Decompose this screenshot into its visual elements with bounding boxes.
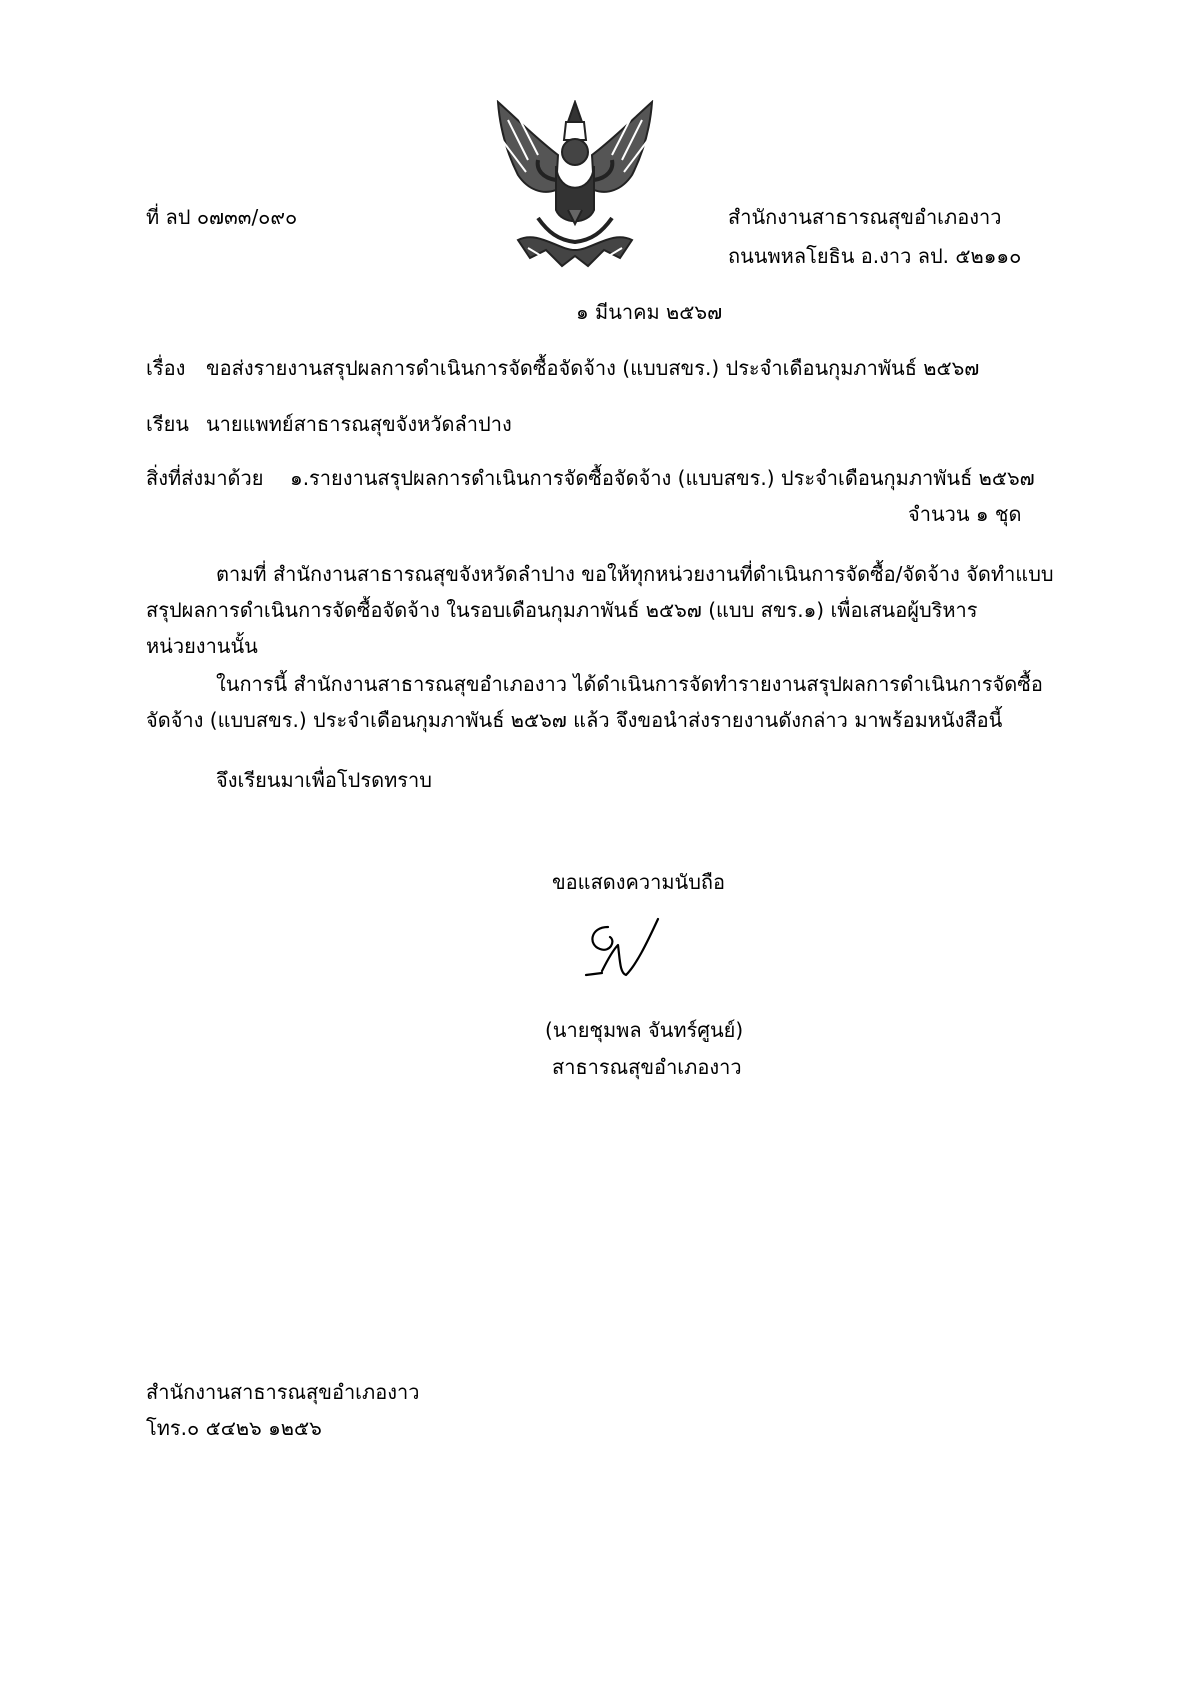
subject-label: เรื่อง [146, 356, 186, 380]
garuda-emblem-icon [488, 100, 662, 272]
signatory-position: สาธารณสุขอำเภองาว [552, 1055, 742, 1079]
closing-request: จึงเรียนมาเพื่อโปรดทราบ [216, 768, 432, 792]
body-paragraph-2-line-1: ในการนี้ สำนักงานสาธารณสุขอำเภองาว ได้ดำเนินการจัดทำรายงานสรุปผลการดำเนินการจัดซื้อ [216, 672, 1043, 696]
body-paragraph-2-line-2: จัดจ้าง (แบบสขร.) ประจำเดือนกุมภาพันธ์ ๒๕๖๗ แล้ว จึงขอนำส่งรายงานดังกล่าว มาพร้อมหนังสือนี้ [146, 708, 1003, 732]
regards-text: ขอแสดงความนับถือ [552, 870, 726, 894]
sender-office-address: ถนนพหลโยธิน อ.งาว ลป. ๕๒๑๑๐ [728, 244, 1022, 268]
enclosure-quantity: จำนวน ๑ ชุด [908, 502, 1022, 526]
recipient-text: นายแพทย์สาธารณสุขจังหวัดลำปาง [206, 412, 512, 436]
handwritten-signature [580, 915, 690, 987]
footer-phone: โทร.๐ ๕๔๒๖ ๑๒๕๖ [146, 1416, 322, 1440]
signatory-name: (นายชุมพล จันทร์ศูนย์) [545, 1018, 744, 1042]
body-paragraph-1-line-2: สรุปผลการดำเนินการจัดซื้อจัดจ้าง ในรอบเดือนกุมภาพันธ์ ๒๕๖๗ (แบบ สขร.๑) เพื่อเสนอผู้บริหาร [146, 598, 978, 622]
subject-text: ขอส่งรายงานสรุปผลการดำเนินการจัดซื้อจัดจ้าง (แบบสขร.) ประจำเดือนกุมภาพันธ์ ๒๕๖๗ [206, 356, 980, 380]
enclosure-text: ๑.รายงานสรุปผลการดำเนินการจัดซื้อจัดจ้าง (แบบสขร.) ประจำเดือนกุมภาพันธ์ ๒๕๖๗ [290, 466, 1035, 490]
letter-date: ๑ มีนาคม ๒๕๖๗ [576, 300, 723, 324]
sender-office-name: สำนักงานสาธารณสุขอำเภองาว [728, 205, 1002, 229]
recipient-label: เรียน [146, 412, 189, 436]
footer-office: สำนักงานสาธารณสุขอำเภองาว [146, 1380, 420, 1404]
reference-number: ที่ ลป ๐๗๓๓/๐๙๐ [146, 205, 298, 229]
body-paragraph-1-line-1: ตามที่ สำนักงานสาธารณสุขจังหวัดลำปาง ขอให้ทุกหน่วยงานที่ดำเนินการจัดซื้อ/จัดจ้าง จัดทำแบบ [216, 562, 1054, 586]
enclosure-label: สิ่งที่ส่งมาด้วย [146, 466, 264, 490]
body-paragraph-1-line-3: หน่วยงานนั้น [146, 634, 258, 658]
